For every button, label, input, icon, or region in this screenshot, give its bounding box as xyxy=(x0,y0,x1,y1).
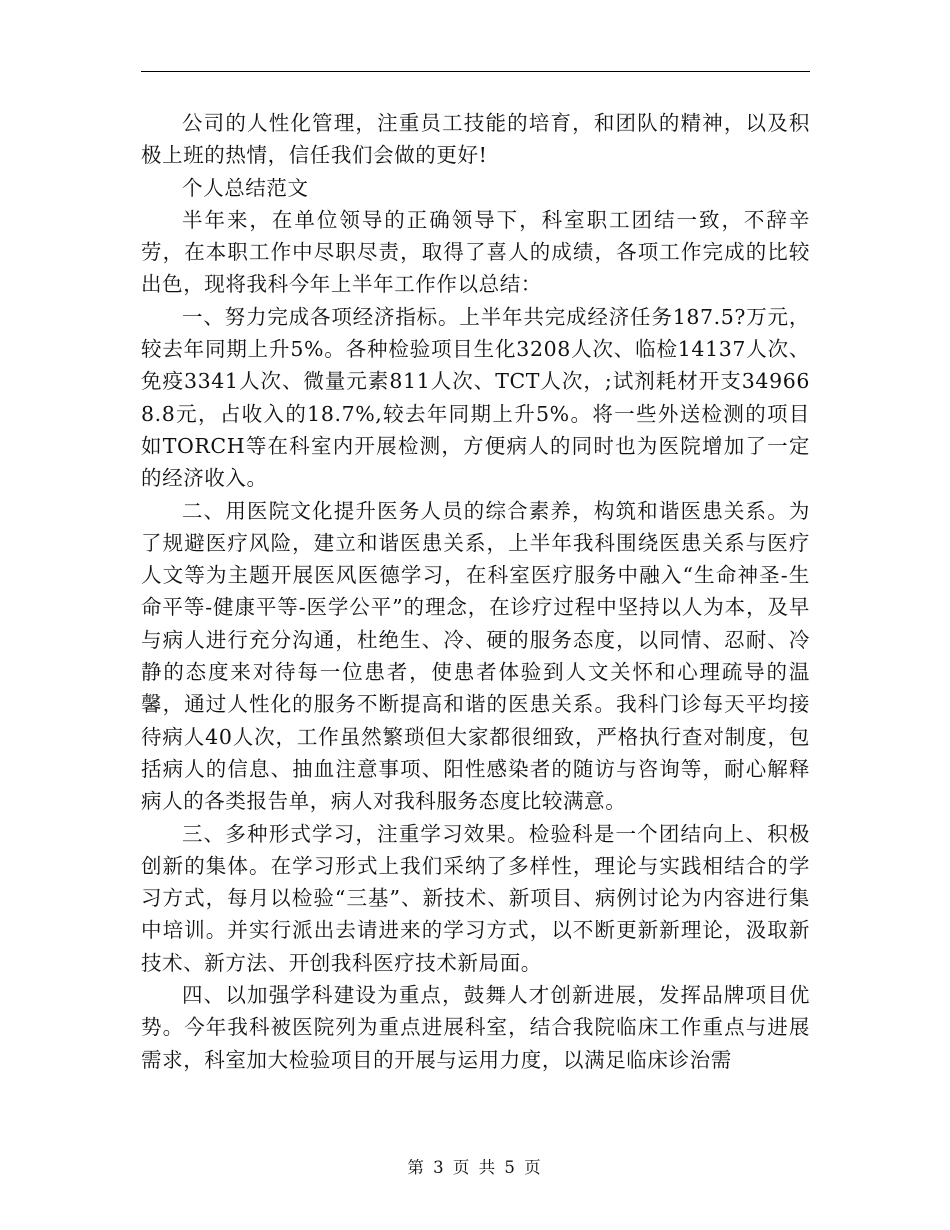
paragraph-summary-intro: 半年来，在单位领导的正确领导下，科室职工团结一致，不辞辛劳，在本职工作中尽职尽责，取得了喜人的成绩，各项工作完成的比较出色，现将我科今年上半年工作作以总结： xyxy=(141,207,810,297)
paragraph-learning: 三、多种形式学习，注重学习效果。检验科是一个团结向上、积极创新的集体。在学习形式上我们采纳了多样性，理论与实践相结合的学习方式，每月以检验“三基”、新技术、新项目、病例讨论为内容进行集中培训。并实行派出去请进来的学习方式，以不断更新新理论，汲取新技术、新方法、开创我科医疗技术新局面。 xyxy=(141,821,810,975)
paragraph-hospital-culture: 二、用医院文化提升医务人员的综合素养，构筑和谐医患关系。为了规避医疗风险，建立和谐医患关系，上半年我科围绕医患关系与医疗人文等为主题开展医风医德学习，在科室医疗服务中融入“生命神圣-生命平等-健康平等-医学公平”的理念，在诊疗过程中坚持以人为本，及早与病人进行充分沟通，杜绝生、冷、硬的服务态度，以同情、忍耐、冷静的态度来对待每一位患者，使患者体验到人文关怀和心理疏导的温馨，通过人性化的服务不断提高和谐的医患关系。我科门诊每天平均接待病人40人次，工作虽然繁琐但大家都很细致，严格执行查对制度，包括病人的信息、抽血注意事项、阳性感染者的随访与咨询等，耐心解释病人的各类报告单，病人对我科服务态度比较满意。 xyxy=(141,498,810,814)
paragraph-discipline-building: 四、以加强学科建设为重点，鼓舞人才创新进展，发挥品牌项目优势。今年我科被医院列为重点进展科室，结合我院临床工作重点与进展需求，科室加大检验项目的开展与运用力度，以满足临床诊治需 xyxy=(141,983,810,1072)
page-number: 第 3 页 共 5 页 xyxy=(407,1158,543,1177)
document-body xyxy=(141,107,810,1076)
paragraph-economic-targets: 一、努力完成各项经济指标。上半年共完成经济任务187.5?万元，较去年同期上升5%。各种检验项目生化3208人次、临检14137人次、免疫3341人次、微量元素811人次、TCT人次，;试剂耗材开支349668.8元，占收入的18.7%,较去年同期上升5%。将一些外送检测的项目如TORCH等在科室内开展检测，方便病人的同时也为医院增加了一定的经济收入。 xyxy=(141,304,810,491)
section-title: 个人总结范文 xyxy=(182,175,309,200)
header-rule xyxy=(141,71,810,72)
paragraph-intro-continuation: 公司的人性化管理，注重员工技能的培育，和团队的精神，以及积极上班的热情，信任我们会做的更好! xyxy=(141,111,810,168)
